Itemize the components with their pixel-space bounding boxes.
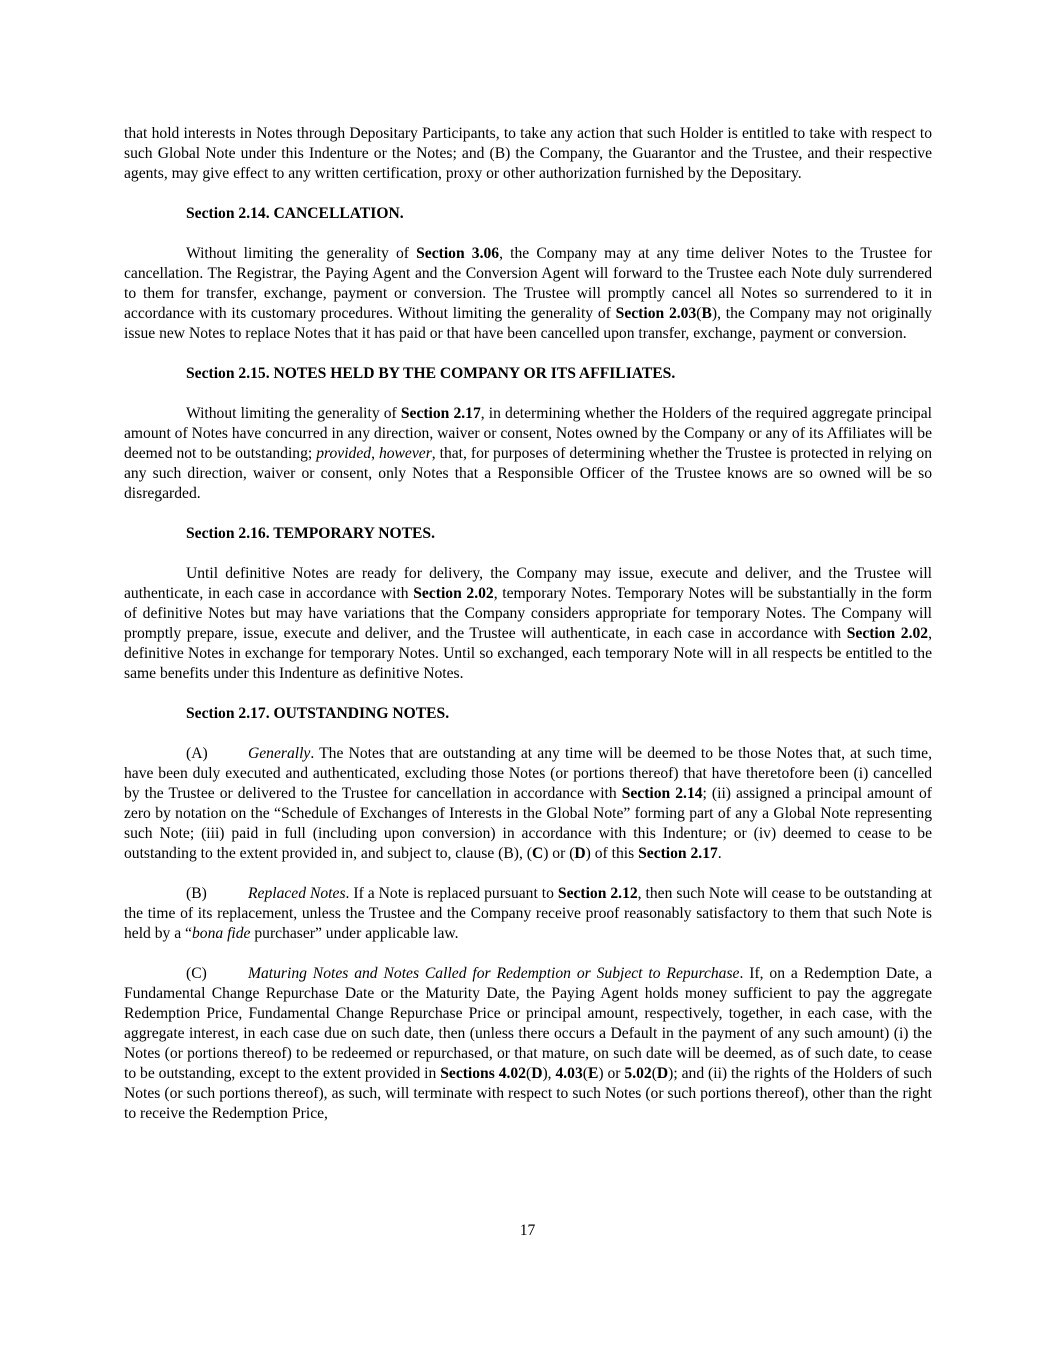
clause-reference: C — [531, 845, 544, 862]
text-run: . If, on a Redemption Date, a Fundamental Change Repurchase Date or the Maturity Date, the Paying Agent holds money sufficient to pay the aggregate Redemption Price, Fundamental Change Repurchase Price or principal amount, respectively, together, in each case, with the aggregate interest, in each case due on such date, then (unless there occurs a Default in the payment of any such amount) (i) the Notes (or portions thereof) to be redeemed or repurchased, or that mature, on such date will be deemed, as of such date, to cease to be outstanding, except to the extent provided in — [124, 965, 933, 1082]
text-run: ( — [526, 1065, 532, 1082]
section-2-14-paragraph — [124, 244, 932, 344]
text-run: ; (ii) assigned a principal amount of zero by notation on the “Schedule of Exchanges of Interests in the Global Note” forming part of any a Global Note representing such Note; (iii) paid in full (including upon conversion) in accordance with this Indenture; or (iv) deemed to cease to be outstanding to the extent provided in, and subject to, clause (B), ( — [124, 785, 932, 862]
text-run: , — [371, 445, 379, 462]
section-reference: Section 2.03 — [615, 305, 697, 322]
text-run: ) — [668, 1065, 674, 1082]
section-reference: Section 2.12 — [557, 885, 638, 902]
text-run: , in determining whether the Holders of the required aggregate principal amount of Notes have concurred in any direction, waiver or consent, Notes owned by the Company or any of its Affiliates will be deemed not to be outstanding; — [124, 405, 932, 462]
text-run: ) — [711, 305, 718, 322]
clause-title: Maturing Notes and Notes Called for Redemption or Subject to Repurchase — [248, 965, 740, 982]
clause-title: Generally — [248, 745, 311, 762]
document-page — [124, 124, 932, 1144]
text-run: ), — [542, 1065, 552, 1082]
italic-term: bona fide — [191, 925, 251, 942]
section-heading-2-15: Section 2.15. NOTES HELD BY THE COMPANY OR ITS AFFILIATES. — [186, 365, 676, 382]
continuation-paragraph — [124, 124, 932, 184]
text-run: ( — [651, 1065, 657, 1082]
section-reference: Section 2.14 — [621, 785, 703, 802]
text-run: purchaser” under applicable law. — [250, 925, 459, 942]
text-run: ) or ( — [543, 845, 575, 862]
section-heading-2-16: Section 2.16. TEMPORARY NOTES. — [186, 525, 435, 542]
text-run: , temporary Notes. Temporary Notes will be substantially in the form of definitive Notes but may have variations that the Company considers appropriate for temporary Notes. The Company will promptly prepare, issue, execute and deliver, and the Trustee will authenticate, in each case in accordance with — [124, 585, 933, 642]
section-reference: Section 2.02 — [413, 585, 494, 602]
section-reference: Section 3.06 — [416, 245, 500, 262]
clause-reference: E — [587, 1065, 599, 1082]
section-heading-2-17: Section 2.17. OUTSTANDING NOTES. — [186, 705, 450, 722]
text-run: . The Notes that are outstanding at any time will be deemed to be those Notes that, at such time, have been duly executed and authenticated, excluding those Notes (or portions thereof) that have theretofore been (i) cancelled by the Trustee or delivered to the Trustee for cancellation in accordance with — [124, 745, 932, 802]
section-2-15-paragraph — [124, 404, 932, 504]
clause-title: Replaced Notes — [248, 885, 346, 902]
text-run: ) — [598, 1065, 604, 1082]
clause-reference: D — [531, 1065, 543, 1082]
clause-c-paragraph — [124, 964, 932, 1124]
text-run: ; and (ii) the rights of the Holders of such Notes (or such portions thereof), as such, will terminate with respect to such Notes (or such portions thereof), other than the right to receive the Redemption Price, — [124, 1065, 932, 1122]
section-reference: 4.03 — [555, 1065, 583, 1082]
clause-reference: D — [656, 1065, 669, 1082]
text-run: ( — [696, 305, 702, 322]
text-run: or — [603, 1065, 625, 1082]
text-run: , the Company may not originally issue new Notes to replace Notes that it has paid or that have been cancelled upon transfer, exchange, payment or conversion. — [124, 305, 932, 342]
text-run: , definitive Notes in exchange for temporary Notes. Until so exchanged, each temporary Note will in all respects be entitled to the same benefits under this Indenture as definitive Notes. — [124, 625, 932, 682]
clause-reference: B — [701, 305, 712, 322]
clause-tag: (C) — [186, 965, 207, 982]
text-run: , the Company may at any time deliver Notes to the Trustee for cancellation. The Registrar, the Paying Agent and the Conversion Agent will forward to the Trustee each Note duly surrendered to them for transfer, exchange, payment or conversion. The Trustee will promptly cancel all Notes so surrendered to it in accordance with its customary procedures. Without limiting the generality of — [124, 245, 932, 322]
clause-reference: D — [574, 845, 586, 862]
text-run: Without limiting the generality of — [186, 405, 401, 422]
clause-b-paragraph — [124, 884, 932, 944]
text-run: . If a Note is replaced pursuant to — [345, 885, 558, 902]
italic-term: provided — [316, 445, 372, 462]
section-2-16-paragraph — [124, 564, 932, 684]
clause-tag: (A) — [186, 745, 208, 762]
italic-term: however — [378, 445, 432, 462]
clause-tag: (B) — [186, 885, 207, 902]
section-reference: Sections 4.02 — [440, 1065, 526, 1082]
section-reference: Section 2.02 — [846, 625, 929, 642]
section-reference: Section 2.17 — [400, 405, 481, 422]
text-run: , then such Note will cease to be outstanding at the time of its replacement, unless the Trustee and the Company receive proof reasonably satisfactory to them that such Note is held by a “ — [124, 885, 932, 942]
text-run: , that, for purposes of determining whether the Trustee is protected in relying on any such direction, waiver or consent, only Notes that a Responsible Officer of the Trustee knows are so owned will be so disregarded. — [124, 445, 933, 502]
text-run: Without limiting the generality of — [186, 245, 417, 262]
text-run: . — [717, 845, 722, 862]
section-reference: Section 2.17 — [638, 845, 718, 862]
clause-a-paragraph — [124, 744, 932, 864]
continuation-text: that hold interests in Notes through Depositary Participants, to take any action that such Holder is entitled to take with respect to such Global Note under this Indenture or the Notes; and (B) the Company, the Guarantor and the Trustee, and their respective agents, may give effect to any written certification, proxy or other authorization furnished by the Depositary. — [124, 125, 932, 182]
page-number: 17 — [519, 1222, 536, 1239]
text-run: ) of this — [585, 845, 639, 862]
text-run: ( — [582, 1065, 588, 1082]
section-reference: 5.02 — [624, 1065, 652, 1082]
text-run: Until definitive Notes are ready for delivery, the Company may issue, execute and deliver, and the Trustee will authenticate, in each case in accordance with — [124, 565, 932, 602]
section-heading-2-14: Section 2.14. CANCELLATION. — [186, 205, 404, 222]
